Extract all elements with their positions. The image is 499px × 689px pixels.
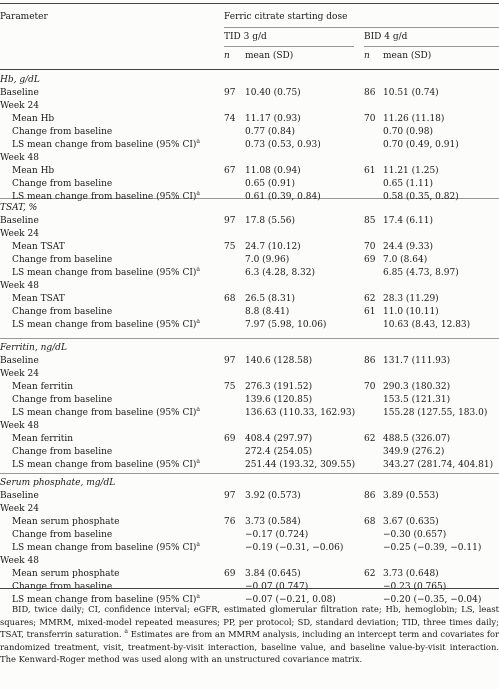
row-label <box>0 152 39 165</box>
row-label <box>12 139 200 152</box>
row-label-text: Serum phosphate <box>0 478 81 488</box>
table-row <box>0 394 499 407</box>
tid-value-cell: 17.8 (5.56) <box>245 216 295 226</box>
table-row <box>0 306 499 319</box>
bid-n-cell: 61 <box>364 166 376 176</box>
row-label-text: Week 48 <box>0 556 39 566</box>
row-label-text: Mean ferritin <box>12 434 73 444</box>
tid-value-cell: 251.44 (193.32, 309.55) <box>245 460 356 470</box>
tid-value-cell: 3.84 (0.645) <box>245 569 301 579</box>
row-label <box>0 503 39 516</box>
tid-value-cell: 7.97 (5.98, 10.06) <box>245 320 327 330</box>
row-label <box>0 228 39 241</box>
row-label-text: Mean serum phosphate <box>12 517 120 527</box>
row-label <box>12 254 112 267</box>
row-label-text: LS mean change from baseline (95% CI) <box>12 543 197 553</box>
bid-n-cell: 69 <box>364 255 376 265</box>
bid-value-cell: 0.65 (1.11) <box>383 179 433 189</box>
footnote-marker: a <box>196 318 200 325</box>
section-divider <box>0 338 499 339</box>
tid-n-cell: 97 <box>224 491 236 501</box>
row-label-text: Mean serum phosphate <box>12 569 120 579</box>
row-label-text: Baseline <box>0 88 39 98</box>
row-label-text: Mean TSAT <box>12 294 65 304</box>
table-row <box>0 319 499 332</box>
dose-group-header: Ferric citrate starting dose <box>224 12 348 22</box>
bid-n-cell: 70 <box>364 114 376 124</box>
table-row <box>0 555 499 568</box>
section-header-row <box>0 202 499 215</box>
tid-value-cell: 408.4 (297.97) <box>245 434 313 444</box>
footnote-marker: a <box>196 541 200 548</box>
row-label <box>12 381 73 394</box>
row-label <box>12 542 200 555</box>
row-label-text: Change from baseline <box>12 255 113 265</box>
row-label-text: Change from baseline <box>12 530 113 540</box>
stat-header-bid: mean (SD) <box>383 51 432 61</box>
tid-n-cell: 97 <box>224 356 236 366</box>
table-row <box>0 280 499 293</box>
section-header-row <box>0 477 499 490</box>
footnote-marker: a <box>196 266 200 273</box>
row-label-text: Baseline <box>0 216 39 226</box>
row-label-text: Week 24 <box>0 229 39 239</box>
footnote-marker: a <box>196 190 200 197</box>
tid-n-cell: 67 <box>224 166 236 176</box>
tid-value-cell: 3.73 (0.584) <box>245 517 301 527</box>
section-unit: mg/dL <box>86 478 116 488</box>
group-header-rule <box>224 27 499 28</box>
tid-value-cell: −0.07 (0.747) <box>245 582 309 592</box>
table-row <box>0 293 499 306</box>
row-label-text: Change from baseline <box>12 179 113 189</box>
row-label <box>12 459 200 472</box>
row-label <box>0 280 39 293</box>
tid-n-cell: 76 <box>224 517 236 527</box>
bid-value-cell: 155.28 (127.55, 183.0) <box>383 408 488 418</box>
table-row <box>0 152 499 165</box>
row-label-text: Mean ferritin <box>12 382 73 392</box>
table-row <box>0 542 499 555</box>
table-row <box>0 355 499 368</box>
stat-header-tid: mean (SD) <box>245 51 294 61</box>
table-row <box>0 420 499 433</box>
row-label-text: Hb <box>0 75 14 85</box>
table-row <box>0 178 499 191</box>
section-title: TSAT, % <box>0 203 38 213</box>
bid-n-cell: 86 <box>364 88 376 98</box>
bid-n-cell: 68 <box>364 517 376 527</box>
row-label-text: Change from baseline <box>12 127 113 137</box>
bid-value-cell: 10.63 (8.43, 12.83) <box>383 320 471 330</box>
row-label-text: Change from baseline <box>12 307 113 317</box>
row-label <box>0 555 39 568</box>
tid-value-cell: −0.17 (0.724) <box>245 530 309 540</box>
bid-value-cell: −0.20 (−0.35, −0.04) <box>383 595 482 605</box>
bid-n-cell: 62 <box>364 569 376 579</box>
bid-n-cell: 86 <box>364 356 376 366</box>
tid-value-cell: 11.17 (0.93) <box>245 114 301 124</box>
n-header-bid: n <box>364 51 370 61</box>
row-label-text: LS mean change from baseline (95% CI) <box>12 268 197 278</box>
row-label <box>12 394 112 407</box>
row-label <box>12 529 112 542</box>
row-label-text: LS mean change from baseline (95% CI) <box>12 595 197 605</box>
row-label-text: LS mean change from baseline (95% CI) <box>12 320 197 330</box>
tid-n-cell: 75 <box>224 382 236 392</box>
row-label <box>12 319 200 332</box>
row-label-text: Baseline <box>0 356 39 366</box>
row-label <box>12 113 54 126</box>
table-row <box>0 490 499 503</box>
bid-value-cell: 349.9 (276.2) <box>383 447 445 457</box>
table-row <box>0 139 499 152</box>
table-row <box>0 254 499 267</box>
row-label-text: Ferritin <box>0 343 35 353</box>
tid-n-cell: 69 <box>224 569 236 579</box>
row-label-text: Mean TSAT <box>12 242 65 252</box>
bid-value-cell: 24.4 (9.33) <box>383 242 433 252</box>
row-label-text: Week 48 <box>0 153 39 163</box>
section-title: Ferritin, ng/dL <box>0 343 67 353</box>
row-label <box>12 267 200 280</box>
table-row <box>0 459 499 472</box>
row-label <box>12 446 112 459</box>
table-row <box>0 568 499 581</box>
footnote-marker: a <box>196 406 200 413</box>
section-unit: g/dL <box>19 75 40 85</box>
table-row <box>0 228 499 241</box>
table-row <box>0 126 499 139</box>
tid-value-cell: 0.77 (0.84) <box>245 127 295 137</box>
table-row <box>0 433 499 446</box>
bid-value-cell: 0.70 (0.98) <box>383 127 433 137</box>
arm-bid-header: BID 4 g/d <box>364 32 408 42</box>
tid-value-cell: 136.63 (110.33, 162.93) <box>245 408 356 418</box>
bid-n-cell: 85 <box>364 216 376 226</box>
section-header-row <box>0 74 499 87</box>
row-label <box>12 165 54 178</box>
table-row <box>0 446 499 459</box>
tid-value-cell: 6.3 (4.28, 8.32) <box>245 268 315 278</box>
table-row <box>0 241 499 254</box>
bid-n-cell: 70 <box>364 242 376 252</box>
section-divider <box>0 473 499 474</box>
table-row <box>0 503 499 516</box>
table-row <box>0 100 499 113</box>
row-label-text: Week 24 <box>0 504 39 514</box>
bid-value-cell: 11.26 (11.18) <box>383 114 445 124</box>
row-label <box>12 516 119 529</box>
tid-value-cell: 8.8 (8.41) <box>245 307 290 317</box>
bid-value-cell: 3.89 (0.553) <box>383 491 439 501</box>
row-label-text: Mean Hb <box>12 166 55 176</box>
row-label-text: Change from baseline <box>12 395 113 405</box>
row-label-text: Baseline <box>0 491 39 501</box>
section-title: Hb, g/dL <box>0 75 40 85</box>
footnote-estimates: Estimates are from an MMRM analysis, including an intercept term and covariates for randomized treatment, visit, treatment-by-visit interaction, baseline value, and baseline value-by-visit interaction. The Kenward-Roger method was used along with an unstructured covariance matrix. <box>0 629 499 664</box>
row-label-text: Change from baseline <box>12 447 113 457</box>
bid-value-cell: 28.3 (11.29) <box>383 294 439 304</box>
bid-n-cell: 70 <box>364 382 376 392</box>
row-label <box>12 241 65 254</box>
tid-value-cell: 139.6 (120.85) <box>245 395 313 405</box>
bid-n-cell: 62 <box>364 434 376 444</box>
row-label <box>0 100 39 113</box>
tid-value-cell: 276.3 (191.52) <box>245 382 313 392</box>
section-unit: % <box>28 203 38 213</box>
bid-n-cell: 86 <box>364 491 376 501</box>
bid-value-cell: 0.70 (0.49, 0.91) <box>383 140 459 150</box>
bid-value-cell: 0.58 (0.35, 0.82) <box>383 192 459 202</box>
top-rule <box>0 3 499 4</box>
arm-tid-header: TID 3 g/d <box>224 32 267 42</box>
row-label <box>12 178 112 191</box>
row-label-text: Change from baseline <box>12 582 113 592</box>
header-bottom-rule <box>0 69 499 70</box>
table-bottom-rule <box>0 588 499 589</box>
bid-value-cell: 11.0 (10.11) <box>383 307 439 317</box>
table-footnote <box>0 603 499 666</box>
tid-value-cell: −0.19 (−0.31, −0.06) <box>245 543 344 553</box>
bid-value-cell: 17.4 (6.11) <box>383 216 433 226</box>
row-label <box>0 355 39 368</box>
bid-value-cell: −0.30 (0.657) <box>383 530 447 540</box>
bid-value-cell: −0.23 (0.765) <box>383 582 447 592</box>
tid-value-cell: 10.40 (0.75) <box>245 88 301 98</box>
table-row <box>0 368 499 381</box>
row-label <box>12 407 200 420</box>
n-header-tid: n <box>224 51 230 61</box>
bid-value-cell: 153.5 (121.31) <box>383 395 451 405</box>
bid-n-cell: 62 <box>364 294 376 304</box>
bid-value-cell: 3.73 (0.648) <box>383 569 439 579</box>
row-label-text: Week 24 <box>0 101 39 111</box>
table-row <box>0 113 499 126</box>
bid-n-cell: 61 <box>364 307 376 317</box>
row-label <box>12 568 119 581</box>
table-row <box>0 267 499 280</box>
table-row <box>0 215 499 228</box>
row-label <box>0 215 39 228</box>
tid-value-cell: 272.4 (254.05) <box>245 447 313 457</box>
tid-value-cell: 3.92 (0.573) <box>245 491 301 501</box>
tid-value-cell: 0.61 (0.39, 0.84) <box>245 192 321 202</box>
tid-value-cell: −0.07 (−0.21, 0.08) <box>245 595 336 605</box>
tid-value-cell: 24.7 (10.12) <box>245 242 301 252</box>
bid-value-cell: 131.7 (111.93) <box>383 356 451 366</box>
tid-n-cell: 97 <box>224 216 236 226</box>
bid-value-cell: −0.25 (−0.39, −0.11) <box>383 543 482 553</box>
bid-value-cell: 343.27 (281.74, 404.81) <box>383 460 494 470</box>
bid-value-cell: 10.51 (0.74) <box>383 88 439 98</box>
tid-value-cell: 0.65 (0.91) <box>245 179 295 189</box>
row-label <box>12 126 112 139</box>
arm-bid-rule <box>364 46 499 47</box>
footnote-marker: a <box>196 138 200 145</box>
tid-n-cell: 97 <box>224 88 236 98</box>
tid-n-cell: 75 <box>224 242 236 252</box>
bid-value-cell: 3.67 (0.635) <box>383 517 439 527</box>
table-row <box>0 165 499 178</box>
section-title: Serum phosphate, mg/dL <box>0 478 116 488</box>
row-label-text: Week 48 <box>0 421 39 431</box>
row-label <box>0 368 39 381</box>
tid-value-cell: 26.5 (8.31) <box>245 294 295 304</box>
row-label <box>12 433 73 446</box>
bid-value-cell: 7.0 (8.64) <box>383 255 428 265</box>
row-label <box>0 420 39 433</box>
row-label <box>12 293 65 306</box>
footnote-abbreviations: BID, twice daily; CI, confidence interval; eGFR, estimated glomerular filtration rate; Hb, hemoglobin; LS, least squares; MMRM, mixed-model repeated measures; PP, per protocol; SD, standard deviation; TID, three times daily; TSAT, transferrin saturation. <box>0 604 499 639</box>
tid-value-cell: 11.08 (0.94) <box>245 166 301 176</box>
row-label-text: TSAT <box>0 203 23 213</box>
arm-tid-rule <box>224 46 354 47</box>
tid-n-cell: 74 <box>224 114 236 124</box>
section-header-row <box>0 342 499 355</box>
row-label-text: Mean Hb <box>12 114 55 124</box>
parameter-header: Parameter <box>0 12 48 22</box>
bid-value-cell: 488.5 (326.07) <box>383 434 451 444</box>
row-label <box>0 87 39 100</box>
row-label-text: Week 48 <box>0 281 39 291</box>
tid-n-cell: 69 <box>224 434 236 444</box>
footnote-marker: a <box>124 628 128 636</box>
tid-value-cell: 140.6 (128.58) <box>245 356 313 366</box>
bid-value-cell: 6.85 (4.73, 8.97) <box>383 268 459 278</box>
footnote-marker: a <box>196 458 200 465</box>
table-row <box>0 381 499 394</box>
bid-value-cell: 290.3 (180.32) <box>383 382 451 392</box>
table-row <box>0 529 499 542</box>
row-label-text: LS mean change from baseline (95% CI) <box>12 140 197 150</box>
table-row <box>0 516 499 529</box>
table-row <box>0 407 499 420</box>
row-label-text: LS mean change from baseline (95% CI) <box>12 192 197 202</box>
row-label-text: LS mean change from baseline (95% CI) <box>12 460 197 470</box>
bid-value-cell: 11.21 (1.25) <box>383 166 439 176</box>
tid-value-cell: 7.0 (9.96) <box>245 255 290 265</box>
section-unit: ng/dL <box>40 343 67 353</box>
row-label <box>12 306 112 319</box>
footnote-marker: a <box>196 593 200 600</box>
tid-value-cell: 0.73 (0.53, 0.93) <box>245 140 321 150</box>
row-label <box>0 490 39 503</box>
tid-n-cell: 68 <box>224 294 236 304</box>
row-label-text: LS mean change from baseline (95% CI) <box>12 408 197 418</box>
row-label-text: Week 24 <box>0 369 39 379</box>
table-row <box>0 87 499 100</box>
